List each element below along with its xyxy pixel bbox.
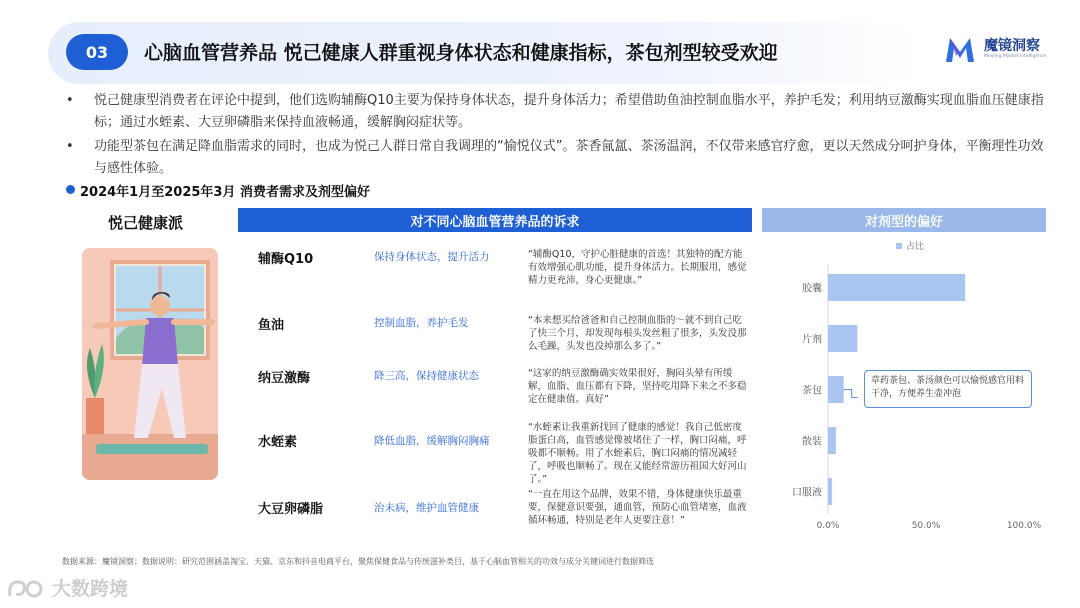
bar-4 xyxy=(828,427,836,454)
product-name: 纳豆激酶 xyxy=(258,371,311,386)
section-dot-icon xyxy=(66,185,75,194)
watermark-logo-icon xyxy=(6,578,46,600)
watermark-text: 大数跨境 xyxy=(52,578,129,600)
logo-subtitle: Moojing Market Intelligence xyxy=(984,54,1047,59)
product-name: 辅酶Q10 xyxy=(258,252,314,267)
bullet-item: • 功能型茶包在满足降血脂需求的同时，也成为悦己人群日常自我调理的“愉悦仪式”。茶香氤氲、茶汤温润，不仅带来感官疗愈，更以天然成分呵护身体，平衡理性功效与感性体验。 xyxy=(64,136,1044,180)
category-label: 茶包 xyxy=(802,385,822,397)
bar-3 xyxy=(828,376,844,403)
legend-label: 占比 xyxy=(906,242,925,252)
product-claim: 控制血脂，养护毛发 xyxy=(374,317,469,329)
bullet-list xyxy=(64,90,1044,182)
x-tick-label: 50.0% xyxy=(911,521,941,531)
logo-name: 魔镜洞察 xyxy=(984,38,1040,54)
persona-label: 悦己健康派 xyxy=(108,214,184,232)
section-title: 2024年1月至2025年3月 消费者需求及剂型偏好 xyxy=(80,185,370,200)
bar-5 xyxy=(828,478,832,505)
legend-swatch xyxy=(896,243,902,249)
yoga-illustration xyxy=(82,248,218,480)
section-number-badge: 03 xyxy=(66,34,128,70)
consumer-quote: “这家的纳豆激酶确实效果很好，胸闷头晕有所缓解，血脂、血压都有下降，坚持吃用降下来之不多稳定在健康值。真好” xyxy=(528,368,747,405)
chart-title: 对剂型的偏好 xyxy=(762,208,1046,232)
product-claim: 降三高，保持健康状态 xyxy=(374,370,479,382)
bullet-item: • 悦己健康型消费者在评论中提到，他们选购辅酶Q10主要为保持身体状态，提升身体活力；希望借助鱼油控制血脂水平，养护毛发；利用纳豆激酶实现血脂血压健康指标；通过水蛭素、大豆卵磷脂来保持血液畅通，缓解胸闷症状等。 xyxy=(64,90,1044,134)
consumer-quote: “一直在用这个品牌，效果不错，身体健康快乐最重要，保健意识要强，通血管，预防心血管堵塞，血液循环畅通，特别是老年人更要注意！” xyxy=(528,489,747,526)
page-title: 心脑血管营养品 悦己健康人群重视身体状态和健康指标，茶包剂型较受欢迎 xyxy=(144,42,778,64)
consumer-quote: “水蛭素让我重新找回了健康的感觉！我自己低密度脂蛋白高，血管感觉像被堵住了一样，胸口闷痛，呼吸都不顺畅。用了水蛭素后，胸口闷痛的情况减轻了，呼吸也顺畅了。现在又能经常游历祖国大好河山了。” xyxy=(528,422,747,485)
product-name: 鱼油 xyxy=(258,318,285,333)
category-label: 散装 xyxy=(802,436,822,448)
category-label: 片剂 xyxy=(802,334,822,346)
demand-table-header: 对不同心脑血管营养品的诉求 xyxy=(238,208,752,232)
product-name: 大豆卵磷脂 xyxy=(258,502,324,517)
source-note: 数据来源：魔镜洞察；数据说明：研究范围涵盖淘宝、天猫、京东和抖音电商平台，聚焦保健食品与传统滋补类目，基于心脑血管相关的功效与成分关键词进行数据筛选 xyxy=(62,557,654,566)
product-name: 水蛭素 xyxy=(258,435,298,450)
consumer-quote: “本来想买给爸爸和自己控制血脂的～就不到自己吃了快三个月，却发现每根头发丝粗了很多，头发没那么毛躁，头发也没掉那么多了。” xyxy=(528,315,747,352)
bar-2 xyxy=(828,325,857,352)
x-tick-label: 100.0% xyxy=(1006,521,1042,531)
tea-bag-annotation: 草药茶包、茶汤颜色可以愉悦感官用料干净，方便养生壶冲泡 xyxy=(864,370,1032,408)
category-label: 口服液 xyxy=(792,487,822,499)
product-claim: 降低血脂，缓解胸闷胸痛 xyxy=(374,435,490,447)
product-claim: 保持身体状态，提升活力 xyxy=(374,251,490,263)
annotation-connector xyxy=(844,390,858,398)
brand-logo xyxy=(944,32,1074,68)
bar-1 xyxy=(828,274,965,301)
x-tick-label: 0.0% xyxy=(816,521,840,531)
category-label: 胶囊 xyxy=(802,283,822,295)
logo-m-icon xyxy=(944,34,976,64)
consumer-quote: “辅酶Q10，守护心脏健康的首选！其独特的配方能有效增强心肌功能，提升身体活力。长期服用，感觉精力更充沛，身心更健康。” xyxy=(528,249,747,286)
product-claim: 治未病，维护血管健康 xyxy=(374,502,479,514)
